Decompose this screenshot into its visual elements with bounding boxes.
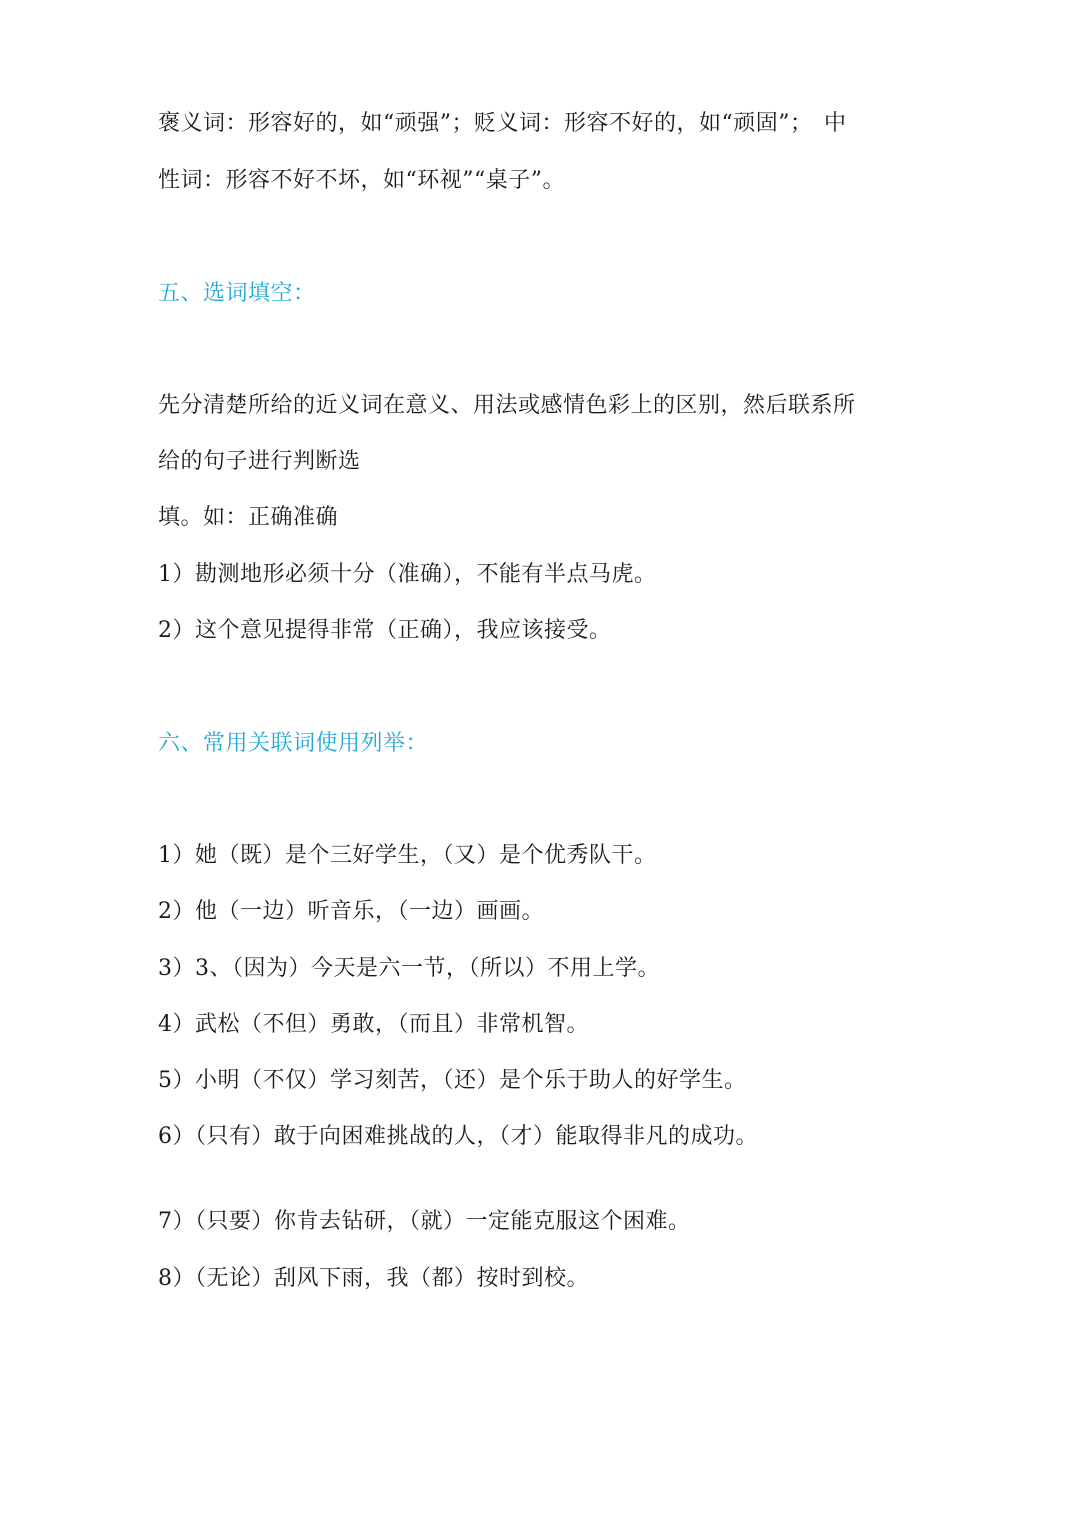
section-5-paragraph-line-3: 填。如：正确准确 [158,505,339,530]
intro-line-1: 褒义词：形容好的，如“顽强”；贬义词：形容不好的，如“顽固”； 中 [158,111,847,136]
section-5-paragraph-line-1: 先分清楚所给的近义词在意义、用法或感情色彩上的区别，然后联系所 [158,393,856,418]
section-6-item-2: 2）他（一边）听音乐，（一边）画画。 [158,899,544,924]
section-5-heading: 五、选词填空： [158,281,316,306]
intro-line-2: 性词：形容不好不坏，如“环视”“桌子”。 [158,168,565,193]
section-6-item-5: 5）小明（不仅）学习刻苦，（还）是个乐于助人的好学生。 [158,1068,747,1093]
section-5-paragraph-line-2: 给的句子进行判断选 [158,449,361,474]
section-6-item-1: 1）她（既）是个三好学生，（又）是个优秀队干。 [158,843,657,868]
section-6-item-8: 8）（无论）刮风下雨，我（都）按时到校。 [158,1266,589,1291]
section-6-heading: 六、常用关联词使用列举： [158,731,429,756]
section-6-item-4: 4）武松（不但）勇敢，（而且）非常机智。 [158,1012,589,1037]
section-5-example-2: 2）这个意见提得非常（正确），我应该接受。 [158,618,612,643]
section-6-item-3: 3）3、（因为）今天是六一节，（所以）不用上学。 [158,956,660,981]
section-6-item-7: 7）（只要）你肯去钻研，（就）一定能克服这个困难。 [158,1209,691,1234]
section-5-example-1: 1）勘测地形必须十分（准确），不能有半点马虎。 [158,562,657,587]
section-6-item-6: 6）（只有）敢于向困难挑战的人，（才）能取得非凡的成功。 [158,1124,758,1149]
